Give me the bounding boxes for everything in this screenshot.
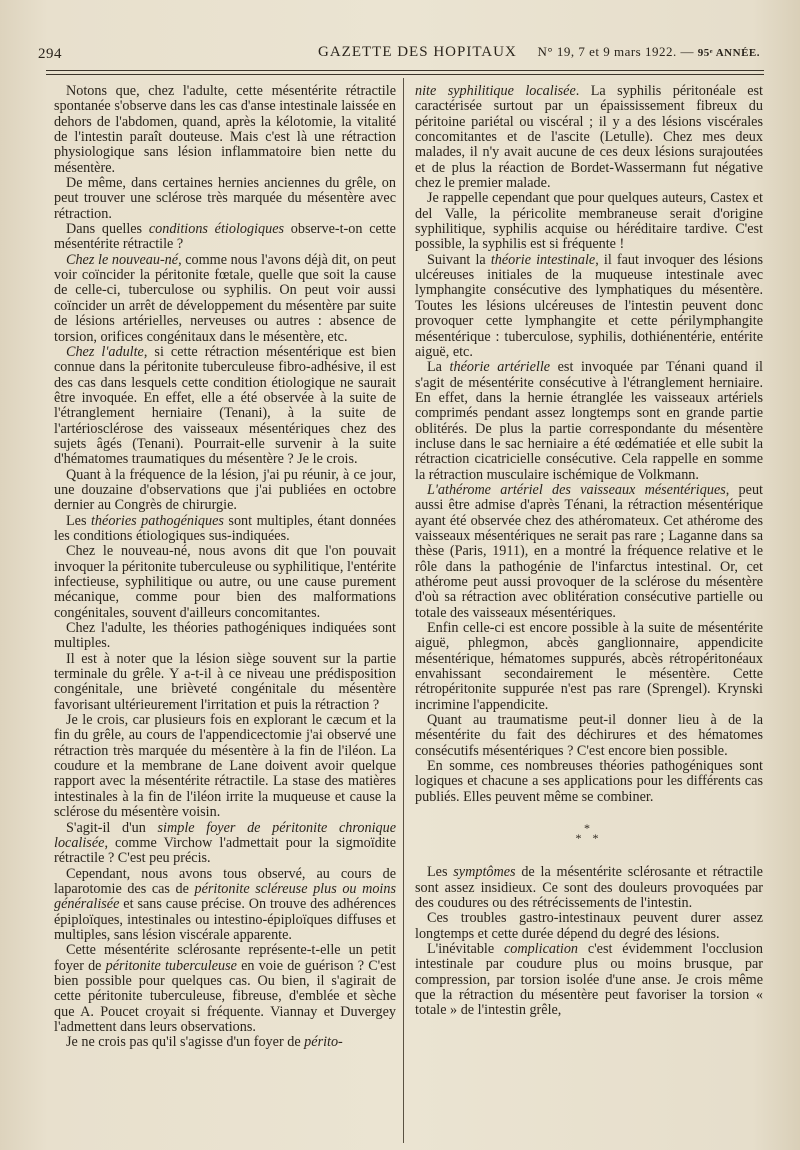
left-column (54, 84, 396, 1051)
paragraph: Enfin celle-ci est encore possible à la suite de mésentérite aiguë, phlegmon, abcès ganglionnaire, appendicite mésentérique, hématomes suppurés, abcès rétropéritonéaux envahissant secondairement le mésentère. Cette rétropéritonite suppurée n'est pas rare (Sprengel). Krynski incrimine l'appendicite. (415, 620, 763, 713)
issue-year: 95ᵉ ANNÉE. (697, 47, 760, 59)
paragraph: L'inévitable complication c'est évidemment l'occlusion intestinale par coudure plus ou moins brusque, par compression, par torsion isolée d'une anse. Je crois même que la rétraction du mésentère peut favoriser la torsion « totale » de l'intestin grêle, (415, 940, 763, 1019)
paragraph: Je ne crois pas qu'il s'agisse d'un foyer de périto- (66, 1034, 343, 1051)
section-separator (415, 821, 763, 846)
paragraph: Notons que, chez l'adulte, cette mésentérite rétractile spontanée s'observe dans les cas d'anse intestinale laissée en dehors de l'abdomen, quand, après la kélotomie, la vitalité de l'intestin paraît douteuse. Mais c'est là une rétraction physiologique sans lésion inflammatoire bien nette du mésentère. (54, 83, 396, 176)
paragraph: Chez le nouveau-né, nous avons dit que l'on pouvait invoquer la péritonite tuberculeuse ou syphilitique, l'entérite infectieuse, syphilitique ou autre, ou une cause purement mécanique, comme pour bien des malformations congénitales, souvent d'ailleurs concomitantes. (54, 543, 396, 621)
paragraph: Je le crois, car plusieurs fois en explorant le cæcum et la fin du grêle, au cours de l'appendicectomie j'ai observé une rétraction très marquée du mésentère à la fin de l'iléon. La coudure et la membrane de Lane doivent avoir quelque rapport avec la mésentérite rétractile. La stase des matières intestinales à la fin de l'iléon irrite la muqueuse et cause la sclérose du mésentère voisin. (54, 712, 396, 821)
asterism-bottom: * * (575, 831, 603, 846)
paragraph: Suivant la théorie intestinale, il faut invoquer des lésions ulcéreuses initiales de la muqueuse intestinale avec lymphangite consécutive des lymphatiques du mésentère. Toutes les lésions ulcéreuses de l'intestin peuvent donc provoquer cette lymphangite et cette périlymphangite mésentérique : tuberculose, syphilis, dothiénentérie, entérite aiguë, etc. (415, 251, 763, 360)
header-rule (46, 70, 764, 71)
paragraph: Cette mésentérite sclérosante représente-t-elle un petit foyer de péritonite tuberculeuse en voie de guérison ? C'est bien possible pour quelques cas. Ou bien, il s'agirait de cette péritonite tuberculeuse, fibreuse, d'emblée et sèche que A. Poucet croyait si fréquente. Viannay et Duvergey l'admettent dans leurs observations. (54, 942, 396, 1035)
journal-title: GAZETTE DES HOPITAUX (318, 44, 517, 60)
paragraph: De même, dans certaines hernies anciennes du grêle, on peut trouver une sclérose très marquée du mésentère avec rétraction. (54, 175, 396, 222)
asterism-top: * (584, 821, 594, 836)
paragraph: Ces troubles gastro-intestinaux peuvent durer assez longtemps et cette durée dépend du degré des lésions. (415, 910, 763, 942)
paragraph: Chez l'adulte, les théories pathogéniques indiquées sont multiples. (54, 620, 396, 652)
paragraph: Dans quelles conditions étiologiques observe-t-on cette mésentérite rétractile ? (54, 221, 396, 253)
paragraph: S'agit-il d'un simple foyer de péritonite chronique localisée, comme Virchow l'admettait pour la sigmoïdite rétractile ? C'est peu précis. (54, 819, 396, 867)
paragraph: La théorie artérielle est invoquée par Ténani quand il s'agit de mésentérite consécutive à l'étranglement herniaire. En effet, dans la hernie étranglée les vaisseaux artériels comprimés pendant assez longtemps sont en grande partie oblitérés. De plus la partie correspondante du mésentère incluse dans le sac herniaire a été œdématiée et elle subit la rétraction cicatricielle consécutive. Cela rappelle en somme la rétraction musculaire ischémique de Volkmann. (415, 359, 763, 483)
issue-info (538, 44, 761, 60)
paragraph: Quant à la fréquence de la lésion, j'ai pu réunir, à ce jour, une douzaine d'observations que j'ai publiées en octobre dernier au Congrès de chirurgie. (54, 466, 396, 514)
page-number: 294 (38, 46, 62, 62)
paragraph: Chez l'adulte, si cette rétraction mésentérique est bien connue dans la péritonite tuberculeuse fibro-adhésive, il est des cas dans lesquels cette condition étiologique ne saurait être invoquée. En effet, elle a été observée à la suite de l'étranglement herniaire (Tenani), à la suite de l'artériosclérose des vaisseaux mésentériques chez des sujets âgés (Tenani). Pourrait-elle survenir à la suite d'hématomes traumatiques du mésentère ? Je le crois. (54, 343, 396, 468)
paragraph: Les symptômes de la mésentérite sclérosante et rétractile sont assez insidieux. Ce sont des douleurs provoquées par des coudures ou des rétrécissements de l'intestin. (415, 864, 763, 911)
page-header (38, 44, 772, 66)
column-divider (403, 78, 404, 1143)
issue-date: N° 19, 7 et 9 mars 1922. — (537, 44, 698, 59)
paragraph: Cependant, nous avons tous observé, au cours de laparotomie des cas de péritonite scléreuse plus ou moins généralisée et sans cause précise. On trouve des adhérences épiploïques, intestinales ou intestino-épiploïques diffuses et multiples, sans lésion viscérale apparente. (54, 865, 396, 943)
right-column (415, 84, 763, 1019)
paragraph: Chez le nouveau-né, comme nous l'avons déjà dit, on peut voir coïncider la péritonite fœtale, quelle que soit la cause de celle-ci, tuberculose ou syphilis. On peut voir aussi coïncider un arrêt de développement du mésentère par suite de lésions artérielles, nerveuses ou autres : absence de torsion, orifices congénitaux dans le mésentère, etc. (54, 251, 396, 345)
paragraph: nite syphilitique localisée. La syphilis péritonéale est caractérisée surtout par un épaississement fibreux du péritoine pariétal ou viscéral ; il y a des lésions viscérales concomitantes et de l'ascite (Letulle). Chez mes deux malades, il n'y avait aucune de ces deux lésions surajoutées et de plus la réaction de Bordet-Wassermann fut négative chez le premier malade. (415, 83, 763, 192)
paragraph: Il est à noter que la lésion siège souvent sur la partie terminale du grêle. Y a-t-il à ce niveau une prédisposition congénitale, une brièveté congénitale du mésentère favorisant ultérieurement l'irritation et puis la rétraction ? (54, 650, 396, 713)
paragraph: Quant au traumatisme peut-il donner lieu à de la mésentérite du fait des déchirures et des hématomes consécutifs mésentériques ? C'est encore bien possible. (415, 712, 763, 759)
paragraph: L'athérome artériel des vaisseaux mésentériques, peut aussi être admise d'après Ténani, la rétraction mésentérique ayant été observée chez des athéromateux. Cet athérome des vaisseaux mésentériques ne serait pas rare ; Laganne dans sa thèse (Paris, 1911), en a montré la fréquence relative et le rôle dans la pathogénie de l'infarctus intestinal. Or, cet athérome peut aussi provoquer de la sclérose du mésentère d'où sa rétraction avec oblitération consécutive partielle ou totale des vaisseaux mésentériques. (415, 481, 763, 621)
paragraph: Je rappelle cependant que pour quelques auteurs, Castex et del Valle, la péricolite membraneuse serait d'origine syphilitique, syphilis acquise ou héréditaire tardive. C'est possible, la syphilis est si fréquente ! (415, 190, 763, 253)
paragraph: En somme, ces nombreuses théories pathogéniques sont logiques et chacune a ses applications pour les différents cas publiés. Elles peuvent même se combiner. (415, 758, 763, 805)
paragraph: Les théories pathogéniques sont multiples, étant données les conditions étiologiques sus-indiquées. (54, 512, 396, 544)
header-rule-double (46, 74, 764, 75)
